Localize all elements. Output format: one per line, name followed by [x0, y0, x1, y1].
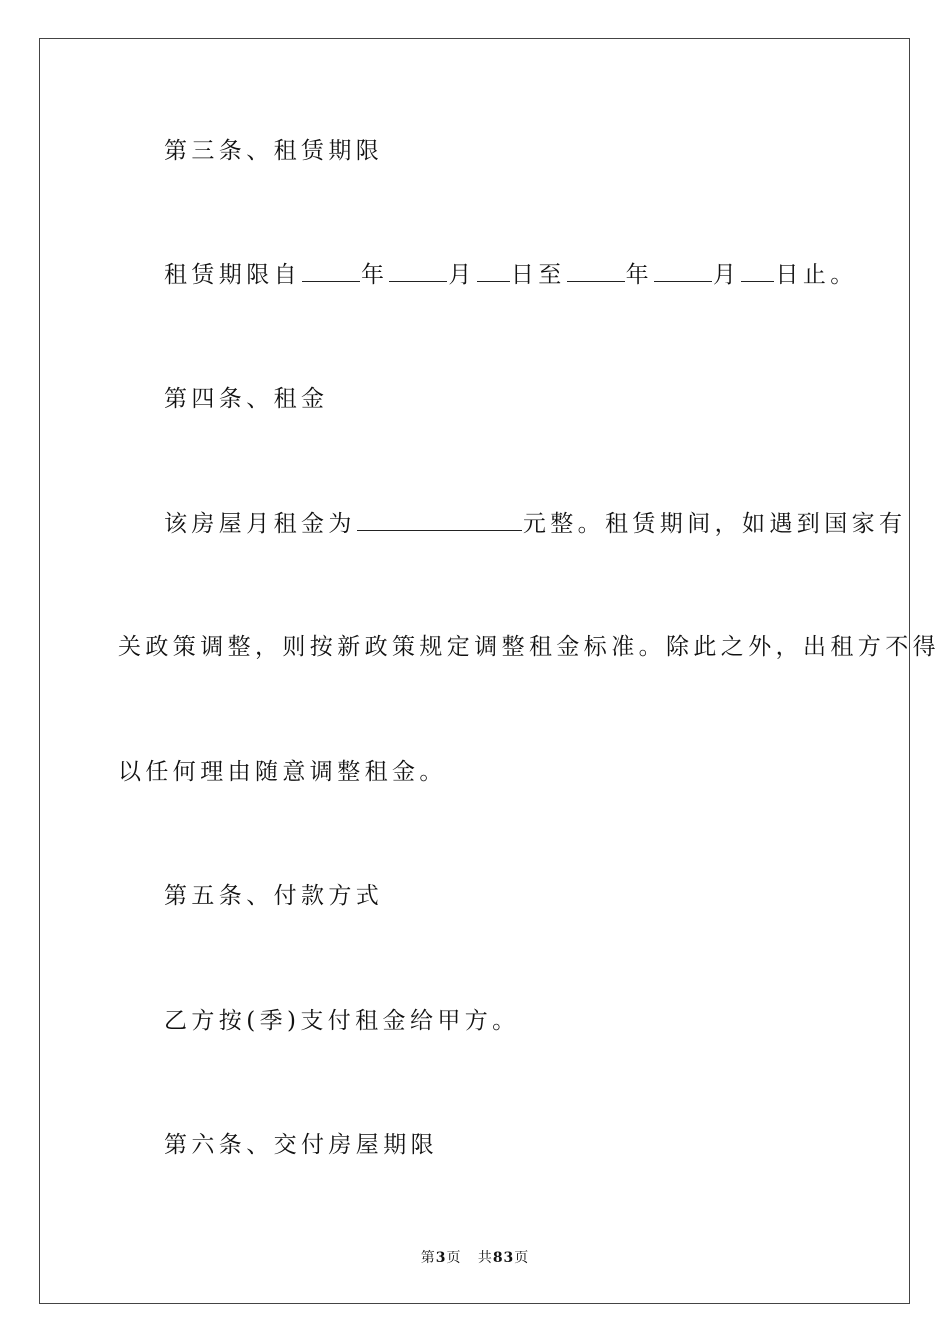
payment-method-text: 乙方按(季)支付租金给甲方。 [164, 1008, 520, 1034]
rent-text-start: 该房屋月租金为 [164, 511, 356, 537]
rent-line-1 [164, 508, 906, 539]
term-month-label: 月 [448, 262, 476, 288]
term-month-end-label: 月 [713, 262, 741, 288]
article-5-heading: 第五条、付款方式 [164, 883, 384, 909]
footer-page-number: 3 [435, 1250, 447, 1266]
footer-page-prefix: 第 [420, 1250, 436, 1266]
page-frame [39, 38, 910, 1304]
footer-total-pages: 83 [492, 1250, 515, 1266]
page-footer [0, 1247, 950, 1267]
term-year-end-label: 年 [625, 262, 654, 288]
month-end-blank [654, 259, 712, 282]
rent-text-end: 元整。租赁期间，如遇到国家有 [522, 511, 907, 537]
month-start-blank [389, 259, 447, 282]
day-end-blank [741, 259, 774, 282]
lease-term-line [164, 259, 858, 290]
rent-line-3: 以任何理由随意调整租金。 [118, 759, 447, 785]
footer-total-prefix: 共 [477, 1250, 493, 1266]
year-start-blank [302, 259, 360, 282]
rent-amount-blank [357, 508, 522, 531]
article-3-heading: 第三条、租赁期限 [164, 138, 384, 164]
term-day-end-label: 日止。 [775, 262, 858, 288]
rent-line-2: 关政策调整，则按新政策规定调整租金标准。除此之外，出租方不得 [118, 634, 940, 660]
term-text-start: 租赁期限自 [164, 262, 301, 288]
article-4-heading: 第四条、租金 [164, 386, 329, 412]
day-start-blank [477, 259, 510, 282]
article-6-heading: 第六条、交付房屋期限 [164, 1132, 438, 1158]
term-year-label: 年 [361, 262, 389, 288]
term-day-to-label: 日至 [510, 262, 566, 288]
footer-page-suffix: 页 [446, 1250, 462, 1266]
year-end-blank [567, 259, 625, 282]
footer-total-suffix: 页 [514, 1250, 530, 1266]
